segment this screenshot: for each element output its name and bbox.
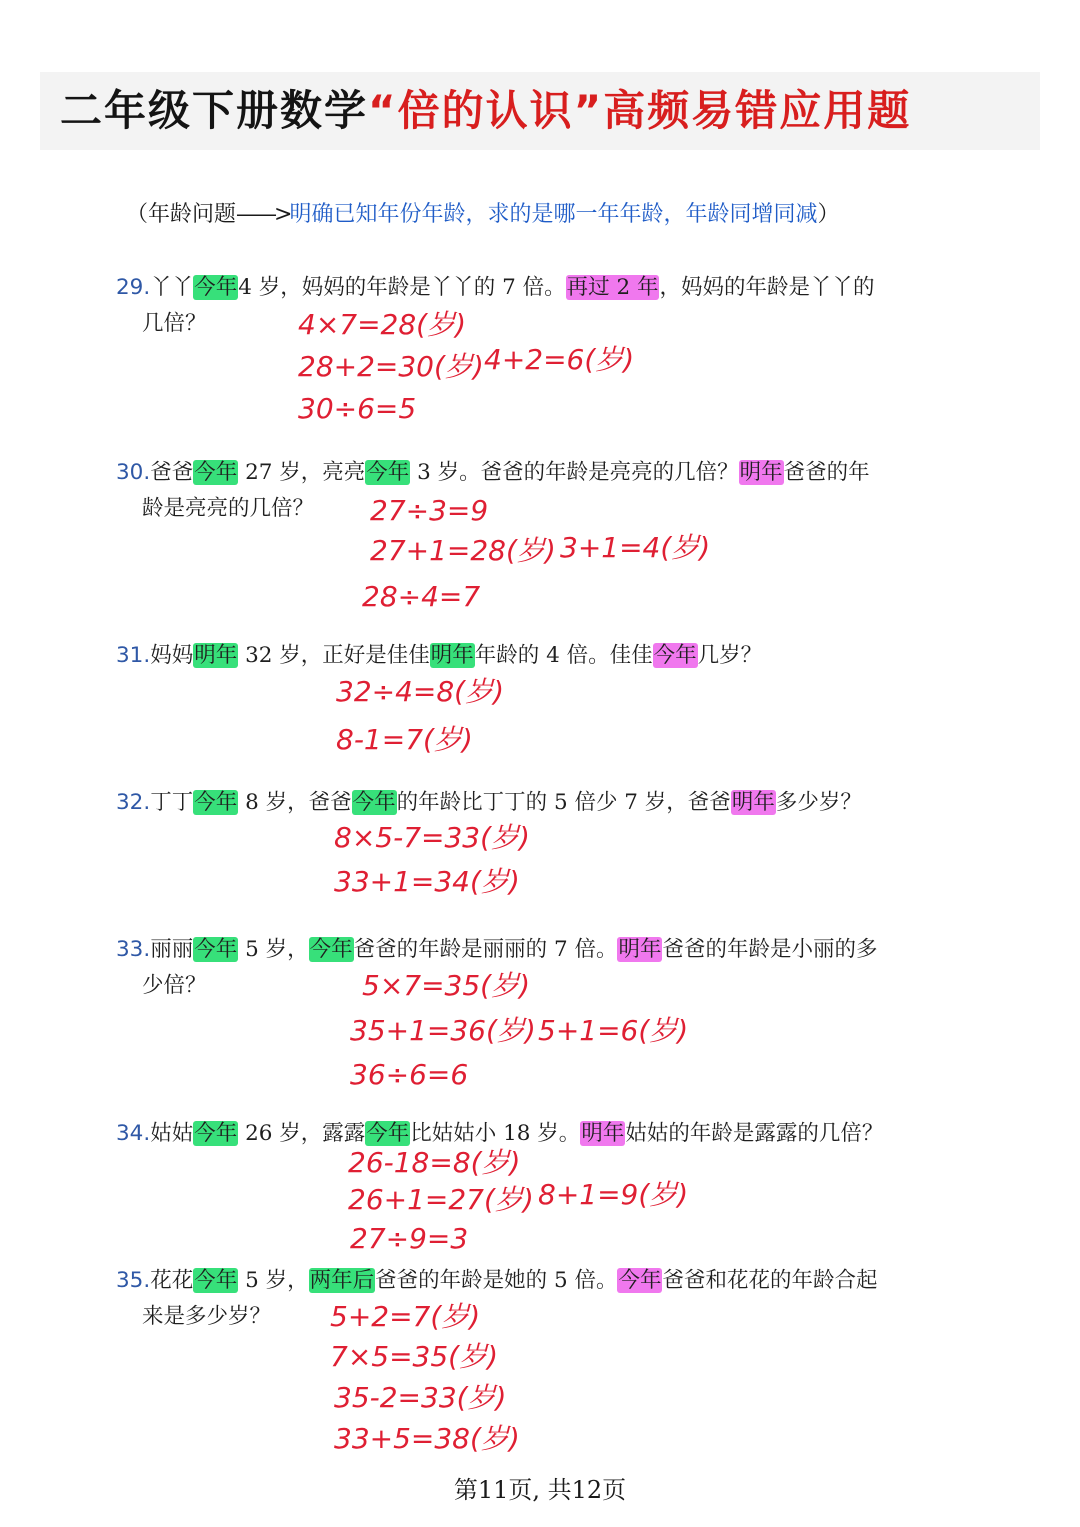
highlight-pink: 今年: [618, 1268, 662, 1293]
text-segment: 4 岁，妈妈的年龄是丫丫的 7 倍。: [238, 275, 566, 300]
highlight-green: 今年: [366, 1121, 410, 1146]
problem-33: [116, 932, 946, 1004]
hint-topic: 年龄问题: [148, 202, 237, 227]
handwritten-answer: 4×7=28(岁): [298, 308, 467, 341]
highlight-green: 今年: [366, 460, 410, 485]
hint-text: 明确已知年份年龄，求的是哪一年年龄，年龄同增同减: [289, 202, 818, 227]
handwritten-answer: 30÷6=5: [298, 392, 417, 425]
handwritten-answer: 5+1=6(岁): [538, 1014, 689, 1047]
text-segment: 8 岁，爸爸: [238, 790, 352, 815]
text-segment: 花花: [150, 1268, 194, 1293]
problem-line-2: 来是多少岁？: [142, 1304, 272, 1329]
problem-34: [116, 1116, 946, 1152]
problem-line-1: [116, 1263, 946, 1299]
handwritten-answer: 8-1=7(岁): [336, 723, 473, 756]
highlight-green: 今年: [194, 937, 238, 962]
highlight-green: 今年: [194, 460, 238, 485]
problem-line-1: [116, 270, 946, 306]
text-segment: 丫丫: [150, 275, 194, 300]
highlight-pink: 明年: [731, 790, 775, 815]
problem-number: 33.: [116, 937, 151, 962]
problem-number: 32.: [116, 790, 151, 815]
problem-line-1: [116, 455, 946, 491]
highlight-pink: 明年: [618, 937, 662, 962]
highlight-green: 今年: [194, 1121, 238, 1146]
text-segment: 姑姑的年龄是露露的几倍？: [625, 1121, 884, 1146]
title-part-type: 高频易错应用题: [603, 86, 912, 135]
handwritten-answer: 5+2=7(岁): [330, 1300, 481, 1333]
text-segment: 爸爸和花花的年龄合起: [662, 1268, 878, 1293]
highlight-green: 明年: [430, 643, 474, 668]
problem-35: [116, 1263, 946, 1335]
problem-line-2: 少倍？: [142, 973, 207, 998]
page-number: 第11页, 共12页: [453, 1476, 627, 1504]
handwritten-answer: 7×5=35(岁): [330, 1340, 499, 1373]
text-segment: 多少岁？: [775, 790, 862, 815]
text-segment: 5 岁，: [238, 937, 309, 962]
problem-number: 35.: [116, 1268, 151, 1293]
text-segment: 妈妈: [150, 643, 194, 668]
page-title: [60, 80, 1030, 142]
problem-number: 29.: [116, 275, 151, 300]
problem-number: 30.: [116, 460, 151, 485]
text-segment: 爸爸: [150, 460, 194, 485]
text-segment: 爸爸的年龄是小丽的多: [662, 937, 878, 962]
text-segment: 5 岁，: [238, 1268, 309, 1293]
handwritten-answer: 27÷9=3: [350, 1222, 469, 1255]
text-segment: 爸爸的年龄是她的 5 倍。: [375, 1268, 618, 1293]
section-hint: [126, 198, 1026, 232]
text-segment: ，妈妈的年龄是丫丫的: [659, 275, 875, 300]
problem-30: [116, 455, 946, 527]
arrow-icon: ——>: [236, 202, 290, 227]
highlight-green: 今年: [194, 275, 238, 300]
text-segment: 丽丽: [150, 937, 194, 962]
handwritten-answer: 5×7=35(岁): [362, 969, 531, 1002]
text-segment: 几岁？: [697, 643, 763, 668]
highlight-pink: 再过 2 年: [566, 275, 659, 300]
hint-open-paren: （: [126, 202, 149, 227]
highlight-green: 今年: [194, 1268, 238, 1293]
handwritten-answer: 35+1=36(岁): [350, 1014, 536, 1047]
text-segment: 爸爸的年龄是丽丽的 7 倍。: [353, 937, 618, 962]
text-segment: 27 岁，亮亮: [238, 460, 366, 485]
text-segment: 年龄的 4 倍。佳佳: [474, 643, 653, 668]
highlight-pink: 今年: [653, 643, 697, 668]
problem-line-1: [116, 1116, 946, 1152]
handwritten-answer: 4+2=6(岁): [484, 343, 635, 376]
text-segment: 的年龄比丁丁的 5 倍少 7 岁，爸爸: [396, 790, 731, 815]
problem-line-1: [116, 785, 946, 821]
hint-close-paren: ）: [817, 202, 840, 227]
text-segment: 爸爸的年: [783, 460, 870, 485]
handwritten-answer: 28÷4=7: [362, 580, 481, 613]
text-segment: 26 岁，露露: [238, 1121, 366, 1146]
highlight-green: 明年: [194, 643, 238, 668]
text-segment: 32 岁，正好是佳佳: [238, 643, 430, 668]
handwritten-answer: 32÷4=8(岁): [336, 675, 505, 708]
handwritten-answer: 36÷6=6: [350, 1058, 469, 1091]
handwritten-answer: 33+1=34(岁): [334, 865, 520, 898]
problem-line-2: 几倍？: [142, 311, 207, 336]
title-part-topic: “倍的认识”: [368, 86, 604, 135]
problem-line-2: 龄是亮亮的几倍？: [142, 496, 315, 521]
text-segment: 比姑姑小 18 岁。: [410, 1121, 581, 1146]
handwritten-answer: 8+1=9(岁): [538, 1178, 689, 1211]
problem-32: [116, 785, 946, 821]
highlight-green: 今年: [352, 790, 396, 815]
problem-29: [116, 270, 946, 342]
problem-31: [116, 638, 946, 674]
text-segment: 3 岁。爸爸的年龄是亮亮的几倍？: [410, 460, 739, 485]
handwritten-answer: 27+1=28(岁): [370, 534, 556, 567]
handwritten-answer: 3+1=4(岁): [560, 531, 711, 564]
text-segment: 姑姑: [150, 1121, 194, 1146]
highlight-green: 今年: [309, 937, 353, 962]
highlight-green: 今年: [194, 790, 238, 815]
handwritten-answer: 35-2=33(岁): [334, 1381, 507, 1414]
highlight-pink: 明年: [739, 460, 783, 485]
highlight-green: 两年后: [309, 1268, 375, 1293]
handwritten-answer: 26+1=27(岁): [348, 1183, 534, 1216]
title-part-grade: 二年级下册数学: [60, 86, 369, 135]
text-segment: 丁丁: [150, 790, 194, 815]
problem-number: 31.: [116, 643, 151, 668]
problem-number: 34.: [116, 1121, 151, 1146]
problem-line-1: [116, 932, 946, 968]
handwritten-answer: 33+5=38(岁): [334, 1422, 520, 1455]
handwritten-answer: 26-18=8(岁): [348, 1146, 521, 1179]
problem-line-1: [116, 638, 946, 674]
handwritten-answer: 8×5-7=33(岁): [334, 821, 530, 854]
highlight-pink: 明年: [581, 1121, 625, 1146]
handwritten-answer: 28+2=30(岁): [298, 350, 484, 383]
handwritten-answer: 27÷3=9: [370, 494, 489, 527]
